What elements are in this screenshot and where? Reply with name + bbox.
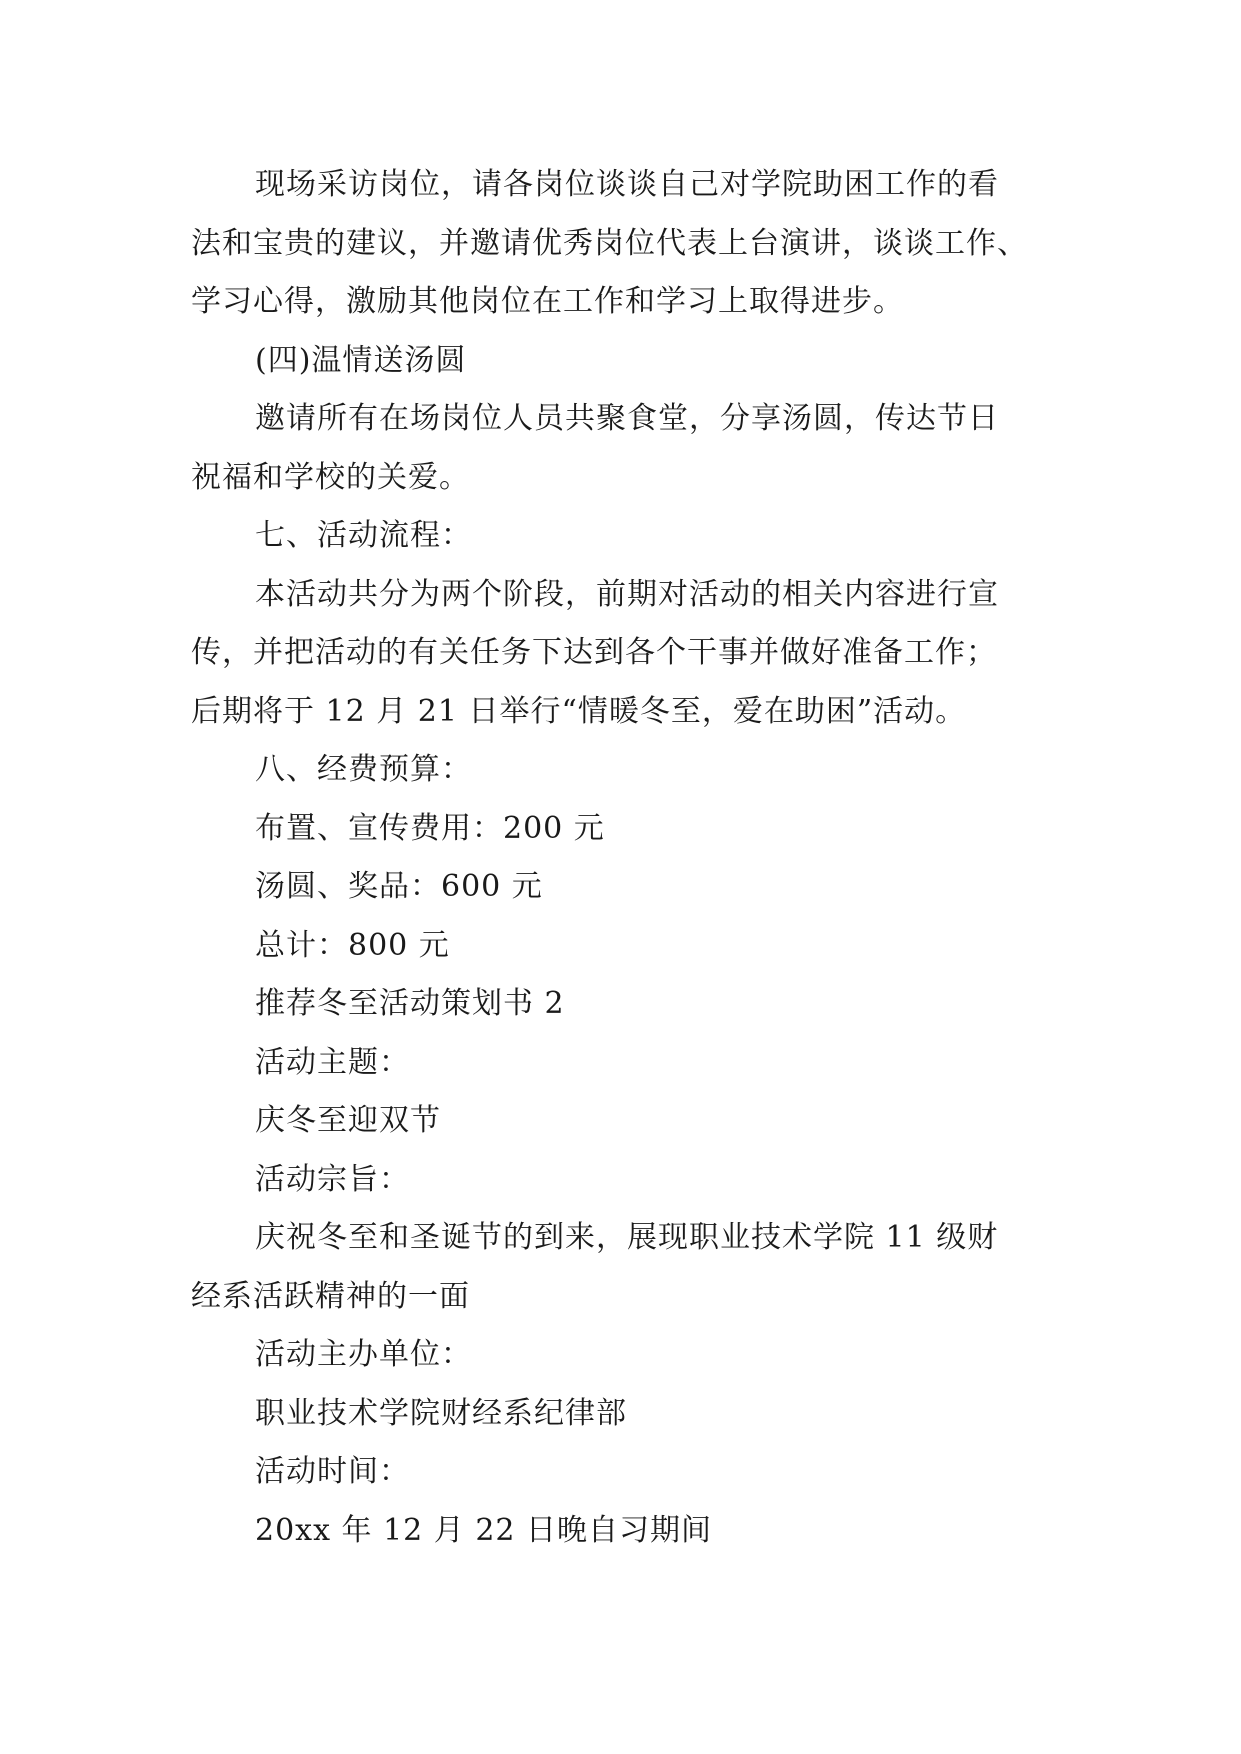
text-line: 现场采访岗位，请各岗位谈谈自己对学院助困工作的看 [255, 167, 999, 202]
section-heading: 八、经费预算： [255, 752, 472, 787]
document-subtitle: 推荐冬至活动策划书 2 [255, 986, 565, 1021]
field-label: 活动宗旨： [255, 1161, 410, 1197]
text-line: 传，并把活动的有关任务下达到各个干事并做好准备工作； [191, 635, 997, 670]
text-line: 法和宝贵的建议，并邀请优秀岗位代表上台演讲，谈谈工作、 [191, 225, 1028, 261]
field-value: 庆冬至迎双节 [255, 1103, 441, 1138]
section-heading: (四)温情送汤圆 [255, 342, 467, 378]
text-line: 本活动共分为两个阶段，前期对活动的相关内容进行宣 [255, 576, 999, 612]
field-value: 20xx 年 12 月 22 日晚自习期间 [255, 1512, 713, 1548]
text-line: 经系活跃精神的一面 [191, 1278, 470, 1314]
text-line: 祝福和学校的关爱。 [191, 459, 470, 495]
budget-total: 总计：800 元 [255, 927, 450, 963]
field-label: 活动主办单位： [255, 1337, 472, 1372]
budget-item: 布置、宣传费用：200 元 [255, 810, 605, 846]
text-line: 后期将于 12 月 21 日举行“情暖冬至，爱在助困”活动。 [191, 693, 967, 729]
field-value: 职业技术学院财经系纪律部 [255, 1395, 627, 1431]
text-line: 邀请所有在场岗位人员共聚食堂，分享汤圆，传达节日 [255, 401, 999, 436]
field-label: 活动时间： [255, 1454, 410, 1489]
text-line: 庆祝冬至和圣诞节的到来，展现职业技术学院 11 级财 [255, 1220, 999, 1255]
document-body [191, 156, 1051, 1560]
text-line: 学习心得，激励其他岗位在工作和学习上取得进步。 [191, 284, 904, 319]
budget-item: 汤圆、奖品：600 元 [255, 869, 543, 904]
field-label: 活动主题： [255, 1044, 410, 1080]
section-heading: 七、活动流程： [255, 518, 472, 553]
